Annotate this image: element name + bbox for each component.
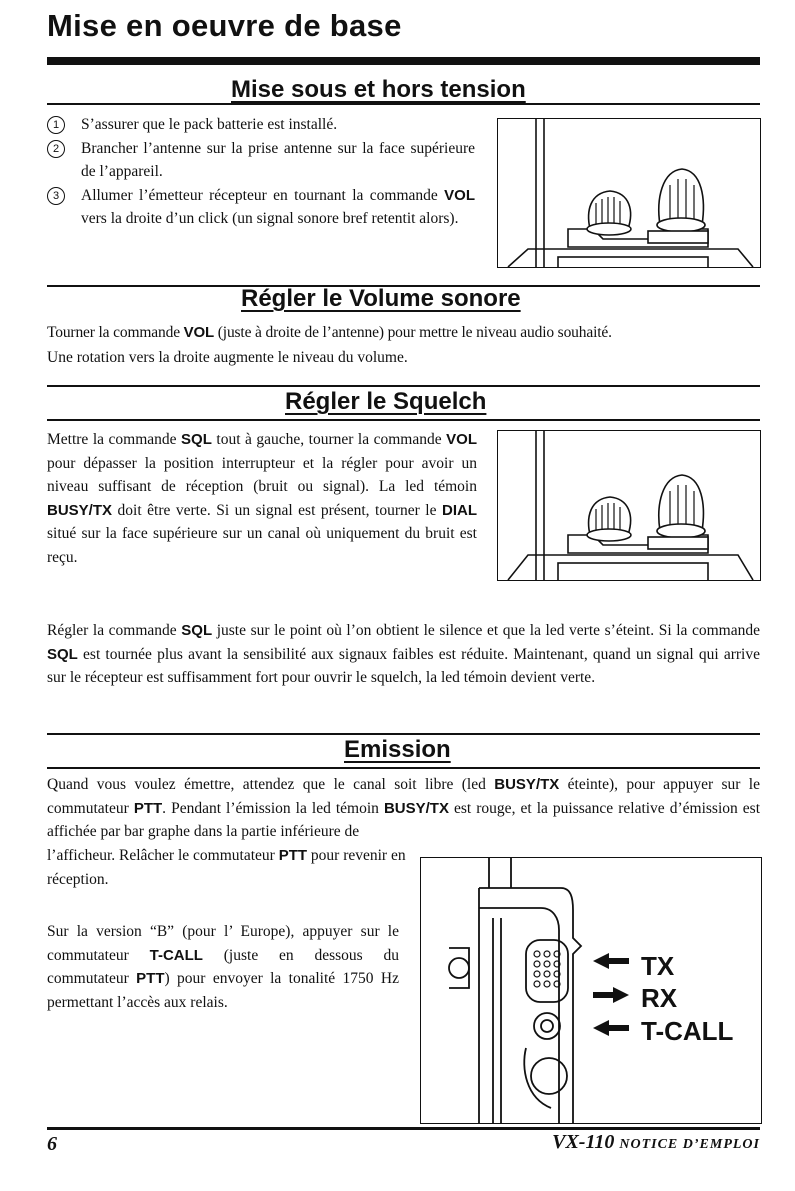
vol-keyword: VOL [444,186,475,204]
text-run: pour revenir en réception. [47,847,406,888]
step-text: S’assurer que le pack batterie est installé. [81,116,338,133]
text-run: est tournée plus avant la sensibilité aux signaux faibles est réduite. Maintenant, quand un signal qui arrive sur le récepteur est suffisamment fort pour ouvrir le squelch, la led témoin devient verte. [47,645,760,686]
dial-keyword: DIAL [442,501,477,519]
step-text: Brancher l’antenne sur la prise antenne sur la face supérieure de l’appareil. [81,139,475,180]
busy-tx-keyword: BUSY/TX [494,776,560,793]
step-number: 1 [47,116,65,134]
section-heading-emission: Emission [344,736,451,763]
text-run: . Pendant l’émission la led témoin [162,799,384,817]
emission-paragraph-1-cont [47,844,407,891]
section-heading-power: Mise sous et hors tension [231,76,526,103]
radio-side-figure [420,857,762,1124]
text-run: pour dépasser la position interrupteur et la régler pour avoir un niveau suffisant de réception (bruit ou signal). La led témoin [47,454,477,495]
text-run: (juste à droite de l’antenne) pour mettre le niveau audio souhaité. [214,324,612,341]
text-run: (juste en dessous du commutateur [47,946,400,987]
section-rule [47,767,760,769]
text-run: Tourner la commande [47,324,184,341]
step-text: vers la droite d’un click (un signal sonore bref retentit alors). [81,210,459,227]
volume-paragraph-2: Une rotation vers la droite augmente le niveau du volume. [47,349,408,366]
list-item [47,113,475,137]
rx-label: RX [641,983,678,1013]
volume-paragraph-1 [47,321,763,345]
page-title: Mise en oeuvre de base [47,8,402,43]
ptt-keyword: PTT [133,799,163,817]
section-rule [47,733,760,735]
step-number: 2 [47,140,65,158]
text-run: éteinte), pour appuyer sur le commutateur [47,776,760,817]
document-title [552,1131,760,1154]
vol-keyword: VOL [183,324,215,341]
radio-top-figure [497,430,761,581]
busy-tx-keyword: BUSY/TX [383,799,449,817]
emission-paragraph-2 [47,920,399,1014]
section-rule [47,419,760,421]
radio-side-illustration [421,858,761,1123]
text-run: Régler la commande [47,622,182,639]
squelch-paragraph-1 [47,428,477,569]
text-run: juste sur le point où l’on obtient le silence et que la led verte s’éteint. Si la commande [212,622,760,639]
text-run: l’afficheur. Relâcher le commutateur [47,847,279,864]
footer-rule [47,1127,760,1130]
text-run: ) pour envoyer la tonalité 1750 Hz permettant l’accès aux relais. [47,970,399,1011]
sql-keyword: SQL [47,645,78,663]
text-run: Sur la version “B” (pour l’ Europe), appuyer sur le commutateur [47,923,399,964]
t-call-keyword: T-CALL [149,946,203,964]
ptt-keyword: PTT [278,847,308,864]
section-heading-volume: Régler le Volume sonore [241,285,521,312]
tx-label: TX [641,951,675,981]
squelch-paragraph-2 [47,619,760,690]
section-rule [47,385,760,387]
doc-title-text: NOTICE D’EMPLOI [619,1137,760,1152]
radio-knobs-illustration [498,431,760,580]
section-rule [47,103,760,105]
text-run: doit être verte. Si un signal est présent, tourner le [112,501,442,519]
radio-knobs-illustration [498,119,760,267]
list-item [47,184,475,231]
page-number: 6 [47,1133,57,1155]
radio-top-figure [497,118,761,268]
text-run: est rouge, et la puissance relative d’émission est affichée par bar graphe dans la partie inférieure de [47,799,761,840]
emission-paragraph-1 [47,773,760,844]
text-run: Mettre la commande [47,431,182,448]
busy-tx-keyword: BUSY/TX [47,501,113,519]
section-heading-squelch: Régler le Squelch [285,388,487,415]
power-steps [47,113,475,231]
step-text: Allumer l’émetteur récepteur en tournant la commande [81,186,445,204]
ptt-keyword: PTT [136,970,165,987]
text-run: tout à gauche, tourner la commande [211,431,447,448]
model-name: VX-110 [552,1131,615,1153]
title-rule [47,57,760,65]
text-run: Quand vous voulez émettre, attendez que le canal soit libre (led [47,776,495,793]
vol-keyword: VOL [446,431,477,448]
list-item [47,137,475,184]
sql-keyword: SQL [181,431,212,448]
text-run: situé sur la face supérieure sur un canal où uniquement du bruit est reçu. [47,525,477,566]
sql-keyword: SQL [181,622,213,639]
step-number: 3 [47,187,65,205]
t-call-label: T-CALL [641,1016,734,1046]
